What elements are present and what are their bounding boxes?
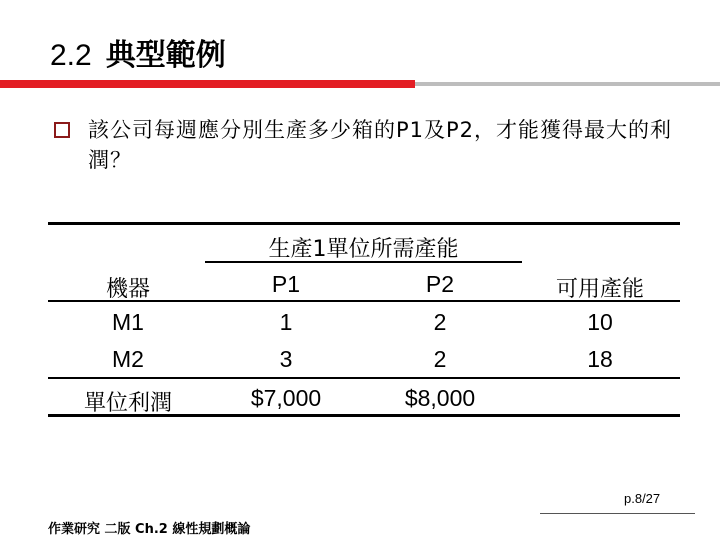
title-underline (0, 76, 720, 94)
header-p1: P1 (271, 271, 301, 297)
page-number: p.8/27 (624, 491, 661, 506)
row-m1-p1: 1 (279, 309, 293, 335)
row-profit-p1: $7,000 (250, 385, 322, 411)
row-m1-label: M1 (112, 309, 144, 335)
question-text: 該公司每週應分別生產多少箱的P1及P2，才能獲得最大的利潤？ (88, 118, 673, 172)
row-m2-p2: 2 (433, 346, 447, 372)
row-profit-p2: $8,000 (404, 385, 476, 411)
row-m2-capacity: 18 (587, 346, 613, 372)
footer-book-title: 作業研究 二版 Ch.2 線性規劃概論 (48, 522, 251, 537)
row-profit-label: 單位利潤 (83, 391, 172, 416)
title-underline-red (0, 80, 415, 88)
row-m1-p2: 2 (433, 309, 447, 335)
group-header: 生產1單位所需產能 (268, 237, 459, 262)
header-capacity: 可用產能 (555, 277, 644, 302)
square-bullet-icon (54, 122, 70, 138)
header-p2: P2 (425, 271, 455, 297)
row-m1-capacity: 10 (587, 309, 613, 335)
row-m2-label: M2 (112, 346, 144, 372)
page-number-rule (540, 513, 695, 514)
title-number: 2.2 (50, 39, 92, 72)
title-text: 典型範例 (105, 38, 226, 73)
table-mid-rule-2 (48, 377, 680, 379)
table-top-rule (48, 222, 680, 225)
row-m2-p1: 3 (279, 346, 293, 372)
slide-title (50, 30, 226, 74)
header-machine: 機器 (105, 277, 150, 302)
